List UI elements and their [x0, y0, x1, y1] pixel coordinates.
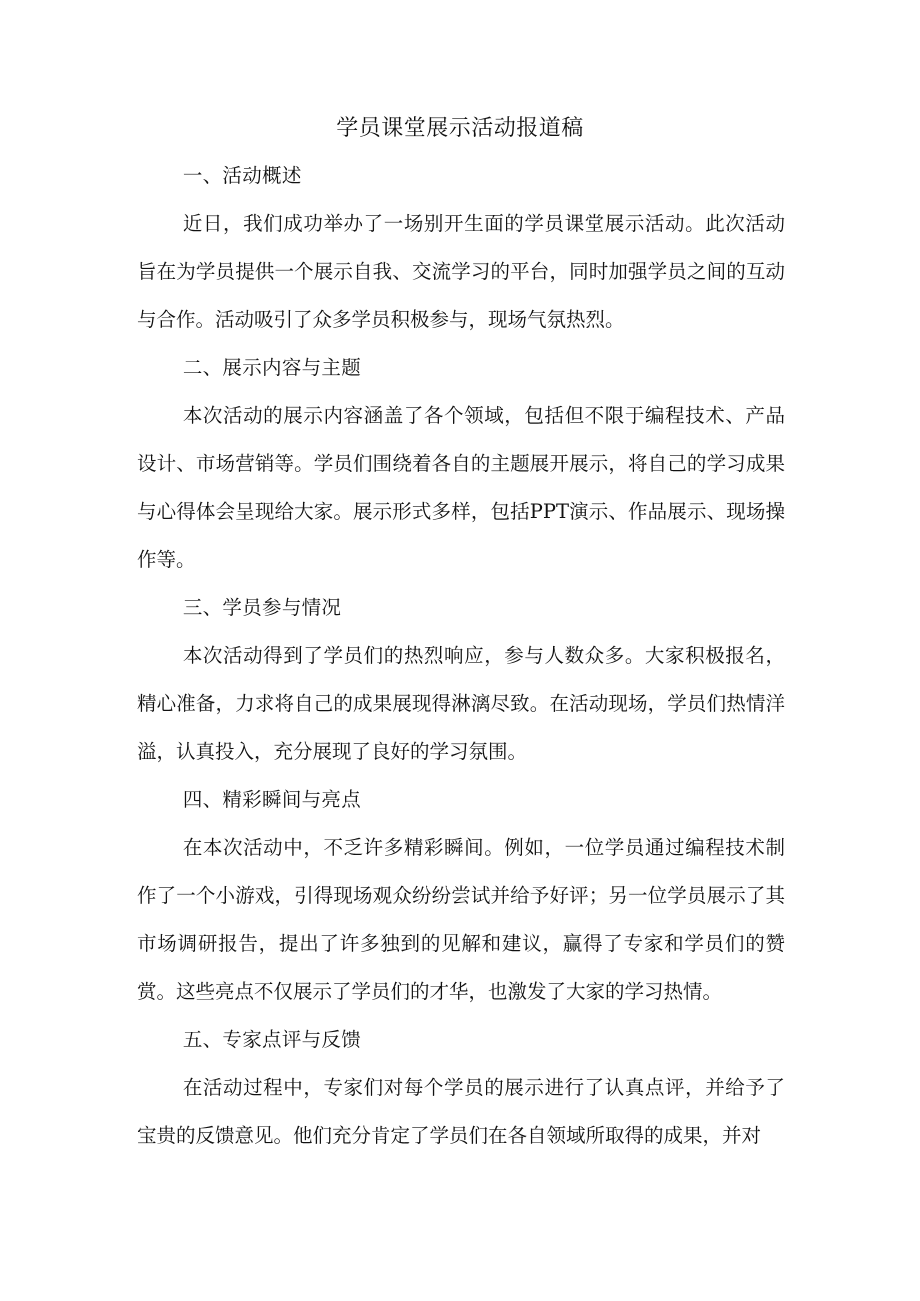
document-title: 学员课堂展示活动报道稿 — [336, 116, 584, 141]
section-heading-overview: 一、活动概述 — [182, 164, 302, 187]
section-heading-content-theme: 二、展示内容与主题 — [182, 356, 362, 379]
section-paragraph-participation: 本次活动得到了学员们的热烈响应，参与人数众多。大家积极报名，精心准备，力求将自己的成果展现得淋漓尽致。在活动现场，学员们热情洋溢，认真投入，充分展现了良好的学习氛围。 — [137, 644, 785, 763]
section-heading-participation: 三、学员参与情况 — [182, 596, 342, 619]
section-paragraph-expert-review: 在活动过程中，专家们对每个学员的展示进行了认真点评，并给予了宝贵的反馈意见。他们充分肯定了学员们在各自领域所取得的成果，并对 — [137, 1076, 785, 1147]
document-body — [137, 152, 785, 1160]
section-paragraph-content-theme: 本次活动的展示内容涵盖了各个领域，包括但不限于编程技术、产品设计、市场营销等。学员们围绕着各自的主题展开展示，将自己的学习成果与心得体会呈现给大家。展示形式多样，包括PPT演示、作品展示、现场操作等。 — [137, 404, 785, 571]
section-heading-expert-review: 五、专家点评与反馈 — [182, 1028, 362, 1051]
section-heading-highlights: 四、精彩瞬间与亮点 — [182, 788, 362, 811]
section-paragraph-overview: 近日，我们成功举办了一场别开生面的学员课堂展示活动。此次活动旨在为学员提供一个展示自我、交流学习的平台，同时加强学员之间的互动与合作。活动吸引了众多学员积极参与，现场气氛热烈。 — [137, 212, 785, 331]
section-paragraph-highlights: 在本次活动中，不乏许多精彩瞬间。例如，一位学员通过编程技术制作了一个小游戏，引得现场观众纷纷尝试并给予好评；另一位学员展示了其市场调研报告，提出了许多独到的见解和建议，赢得了专家和学员们的赞赏。这些亮点不仅展示了学员们的才华，也激发了大家的学习热情。 — [137, 836, 785, 1003]
